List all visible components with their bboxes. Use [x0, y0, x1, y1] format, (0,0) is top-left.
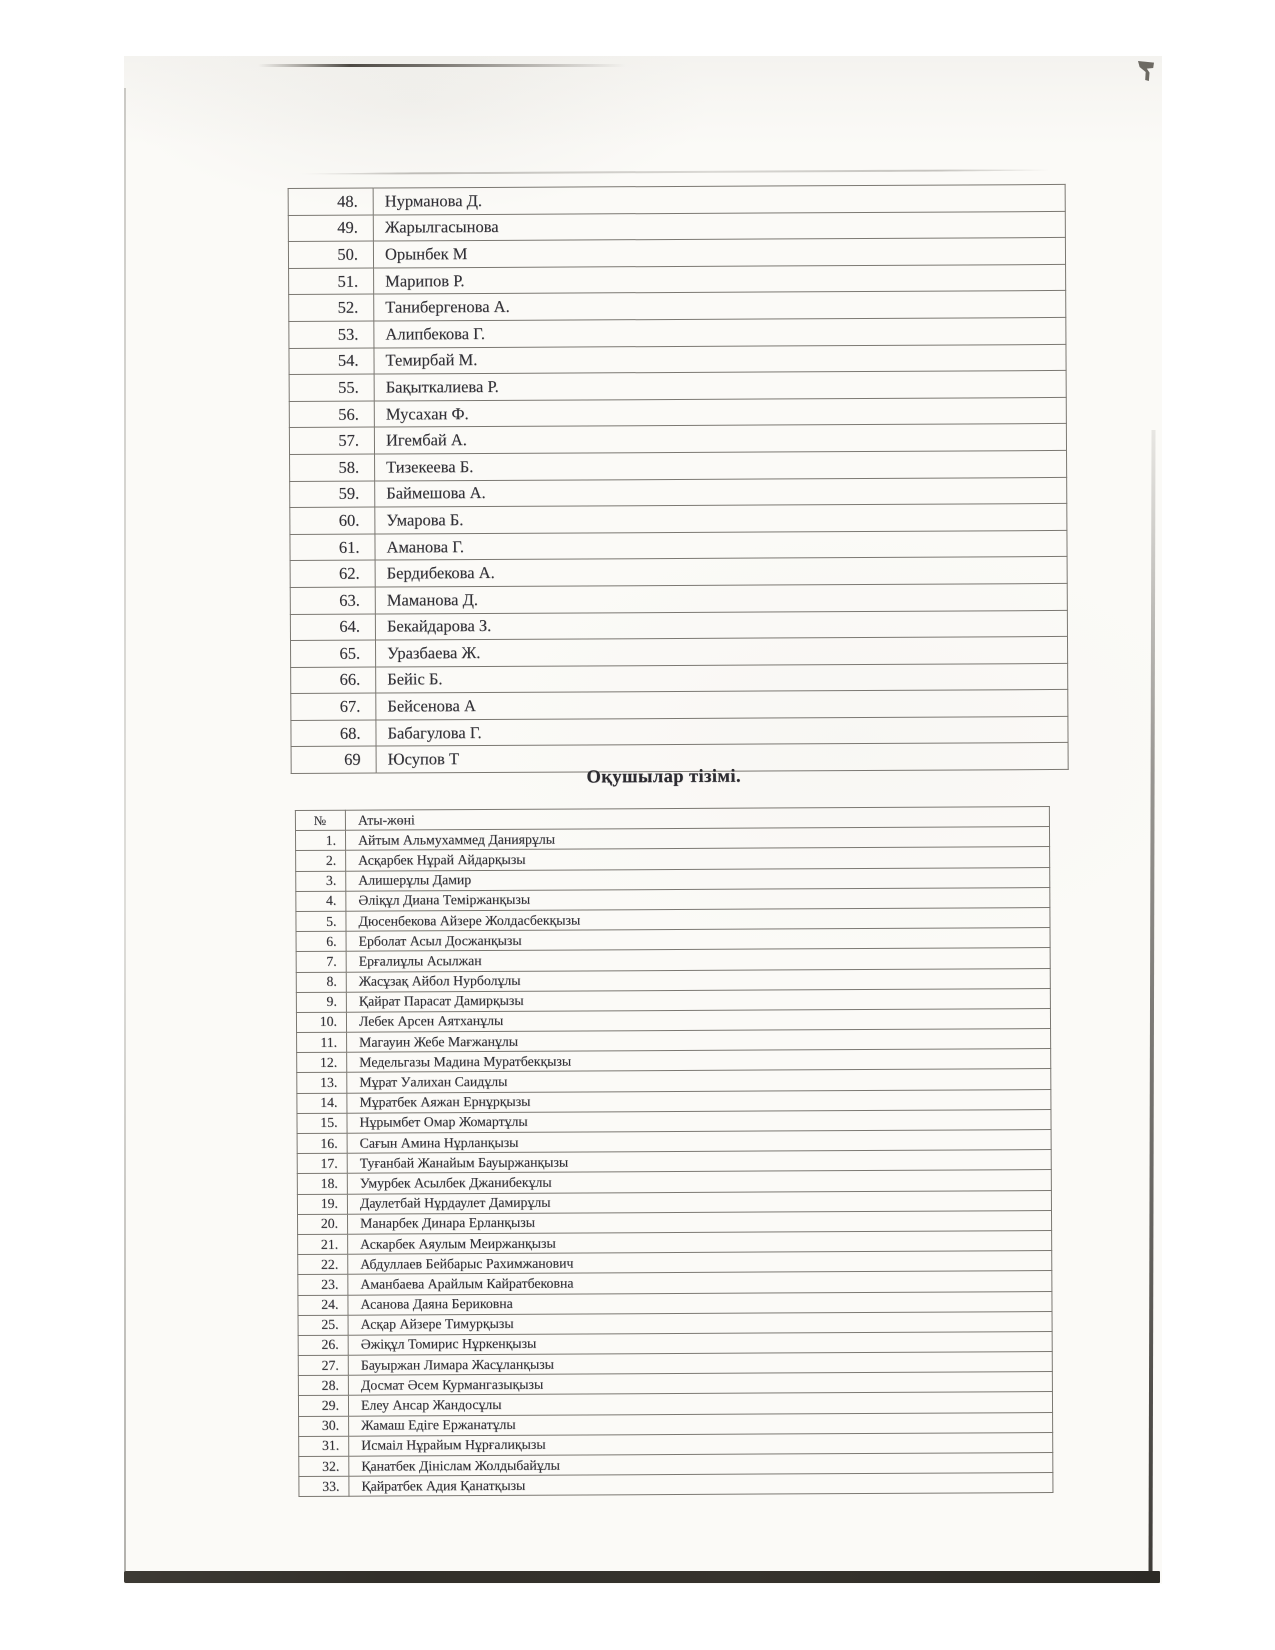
row-number-cell: 4. [296, 891, 346, 911]
row-number-cell: 30. [299, 1416, 349, 1436]
row-name-cell: Әжіқұл Томирис Нұркенқызы [348, 1331, 1052, 1355]
row-number-cell: 60. [290, 507, 375, 534]
row-name-cell: Бекайдарова З. [375, 610, 1067, 640]
row-name-cell: Лебек Арсен Аятханұлы [346, 1008, 1050, 1032]
row-name-cell: Бейіс Б. [376, 663, 1068, 693]
row-number-cell: 14. [297, 1093, 347, 1113]
table-row [289, 424, 1066, 455]
row-number-cell: 18. [297, 1174, 347, 1194]
row-name-cell: Игембай А. [374, 424, 1066, 454]
row-name-cell: Бабагулова Г. [376, 716, 1068, 746]
row-number-cell: 24. [298, 1295, 348, 1315]
row-name-cell: Бердибекова А. [375, 557, 1067, 587]
row-name-cell: Магауин Жебе Мағжанұлы [347, 1029, 1051, 1053]
row-name-cell: Алипбекова Г. [374, 317, 1066, 347]
table-row [291, 716, 1068, 747]
row-number-cell: 27. [298, 1355, 348, 1375]
row-number-cell: 25. [298, 1315, 348, 1335]
table-row [290, 504, 1067, 535]
row-name-cell: Жамаш Едіге Ержанатұлы [349, 1412, 1053, 1436]
row-name-cell: Мұрат Уалихан Саидұлы [347, 1069, 1051, 1093]
row-number-cell: 54. [289, 348, 374, 375]
row-number-cell: 3. [296, 871, 346, 891]
row-number-cell: 20. [298, 1214, 348, 1234]
row-name-cell: Елеу Ансар Жандосұлы [348, 1392, 1052, 1416]
row-name-cell: Даулетбай Нұрдаулет Дамирұлы [347, 1190, 1051, 1214]
table-row [289, 317, 1066, 348]
table-row [290, 610, 1067, 641]
row-name-cell: Туғанбай Жанайым Бауыржанқызы [347, 1150, 1051, 1174]
row-number-cell: 59. [290, 481, 375, 508]
row-name-cell: Баймешова А. [375, 477, 1067, 507]
row-name-cell: Исмаіл Нұрайым Нұрғалиқызы [349, 1432, 1053, 1456]
row-name-cell: Ерболат Асыл Досжанқызы [346, 928, 1050, 952]
row-number-cell: 53. [289, 321, 374, 348]
row-number-cell: 2. [296, 851, 346, 871]
header-name-cell: Аты-жөні [345, 807, 1049, 831]
row-number-cell: 33. [299, 1476, 349, 1496]
table-row [289, 264, 1066, 295]
row-name-cell: Қайрат Парасат Дамирқызы [346, 988, 1050, 1012]
row-name-cell: Бейсенова А [376, 690, 1068, 720]
row-number-cell: 17. [297, 1153, 347, 1173]
table-row [291, 663, 1068, 694]
table-row [290, 477, 1067, 508]
row-name-cell: Мусахан Ф. [374, 397, 1066, 427]
row-name-cell: Юсупов Т [376, 743, 1068, 773]
row-number-cell: 8. [296, 972, 346, 992]
row-name-cell: Аманова Г. [375, 530, 1067, 560]
table-row [289, 371, 1066, 402]
row-number-cell: 16. [297, 1133, 347, 1153]
row-name-cell: Аскарбек Аяулым Меиржанқызы [348, 1230, 1052, 1254]
row-name-cell: Аманбаева Арайлым Кайратбековна [348, 1271, 1052, 1295]
row-number-cell: 49. [288, 215, 373, 242]
row-number-cell: 61. [290, 534, 375, 561]
row-name-cell: Асқарбек Нұрай Айдарқызы [346, 847, 1050, 871]
row-name-cell: Умарова Б. [375, 504, 1067, 534]
row-name-cell: Нұрымбет Омар Жомартұлы [347, 1109, 1051, 1133]
row-number-cell: 48. [288, 188, 373, 215]
row-number-cell: 1. [295, 830, 345, 850]
row-number-cell: 69 [291, 747, 376, 774]
row-number-cell: 26. [298, 1335, 348, 1355]
students-list-table [295, 806, 1054, 1497]
row-number-cell: 28. [298, 1375, 348, 1395]
row-number-cell: 21. [298, 1234, 348, 1254]
row-number-cell: 29. [298, 1396, 348, 1416]
row-number-cell: 5. [296, 911, 346, 931]
row-number-cell: 7. [296, 952, 346, 972]
row-name-cell: Қайратбек Адия Қанатқызы [349, 1473, 1053, 1497]
row-number-cell: 68. [291, 720, 376, 747]
row-number-cell: 63. [290, 587, 375, 614]
row-number-cell: 12. [297, 1052, 347, 1072]
table-row [288, 238, 1065, 269]
row-name-cell: Алишерұлы Дамир [346, 867, 1050, 891]
table-row [299, 1473, 1053, 1497]
row-name-cell: Тизекеева Б. [375, 450, 1067, 480]
row-name-cell: Бақыткалиева Р. [374, 371, 1066, 401]
row-name-cell: Абдуллаев Бейбарыс Рахимжанович [348, 1251, 1052, 1275]
row-number-cell: 51. [289, 268, 374, 295]
table-row [290, 530, 1067, 561]
row-name-cell: Жасұзақ Айбол Нурболұлы [346, 968, 1050, 992]
students-list-title: Оқушылар тізімі. [586, 766, 742, 788]
table-row [289, 291, 1066, 322]
row-name-cell: Уразбаева Ж. [375, 637, 1067, 667]
row-number-cell: 13. [297, 1073, 347, 1093]
name-list-table-48-69 [288, 184, 1069, 774]
row-name-cell: Дюсенбекова Айзере Жолдасбекқызы [346, 907, 1050, 931]
table-top-line-artifact [299, 169, 1049, 175]
row-name-cell: Қанатбек Дініслам Жолдыбайұлы [349, 1453, 1053, 1477]
row-number-cell: 52. [289, 294, 374, 321]
row-number-cell: 31. [299, 1436, 349, 1456]
row-number-cell: 32. [299, 1456, 349, 1476]
table-row [288, 211, 1065, 242]
row-number-cell: 66. [291, 667, 376, 694]
row-name-cell: Ерғалиұлы Асылжан [346, 948, 1050, 972]
row-number-cell: 55. [289, 374, 374, 401]
row-number-cell: 15. [297, 1113, 347, 1133]
row-number-cell: 58. [290, 454, 375, 481]
row-number-cell: 9. [296, 992, 346, 1012]
row-name-cell: Орынбек М [373, 238, 1065, 268]
table-row [291, 690, 1068, 721]
table-row [290, 557, 1067, 588]
table-row [288, 184, 1065, 215]
row-name-cell: Нурманова Д. [373, 184, 1065, 214]
row-number-cell: 19. [297, 1194, 347, 1214]
row-name-cell: Жарылгасынова [373, 211, 1065, 241]
row-name-cell: Сағын Амина Нұрланқызы [347, 1130, 1051, 1154]
row-number-cell: 11. [297, 1032, 347, 1052]
table-row [290, 450, 1067, 481]
row-number-cell: 10. [296, 1012, 346, 1032]
row-number-cell: 67. [291, 693, 376, 720]
row-number-cell: 64. [290, 614, 375, 641]
row-number-cell: 6. [296, 931, 346, 951]
row-number-cell: 22. [298, 1254, 348, 1274]
table-row [289, 397, 1066, 428]
row-name-cell: Медельгазы Мадина Муратбекқызы [347, 1049, 1051, 1073]
row-name-cell: Танибергенова А. [374, 291, 1066, 321]
row-name-cell: Асанова Даяна Бериковна [348, 1291, 1052, 1315]
row-number-cell: 56. [289, 401, 374, 428]
row-name-cell: Марипов Р. [374, 264, 1066, 294]
table-row [290, 637, 1067, 668]
row-number-cell: 57. [289, 427, 374, 454]
row-number-cell: 62. [290, 560, 375, 587]
row-name-cell: Умурбек Асылбек Джанибекұлы [347, 1170, 1051, 1194]
row-name-cell: Темирбай М. [374, 344, 1066, 374]
row-name-cell: Әліқұл Диана Теміржанқызы [346, 887, 1050, 911]
row-name-cell: Мұратбек Аяжан Ернұрқызы [347, 1089, 1051, 1113]
row-name-cell: Манарбек Динара Ерланқызы [348, 1210, 1052, 1234]
row-number-cell: 65. [290, 640, 375, 667]
row-number-cell: 50. [288, 241, 373, 268]
row-name-cell: Досмат Әсем Курмангазықызы [348, 1372, 1052, 1396]
header-number-cell: № [295, 810, 345, 830]
row-number-cell: 23. [298, 1275, 348, 1295]
table-row [289, 344, 1066, 375]
row-name-cell: Айтым Альмухаммед Даниярұлы [345, 827, 1049, 851]
table-row [290, 583, 1067, 614]
row-name-cell: Маманова Д. [375, 583, 1067, 613]
row-name-cell: Бауыржан Лимара Жасұланқызы [348, 1352, 1052, 1376]
row-name-cell: Асқар Айзере Тимурқызы [348, 1311, 1052, 1335]
